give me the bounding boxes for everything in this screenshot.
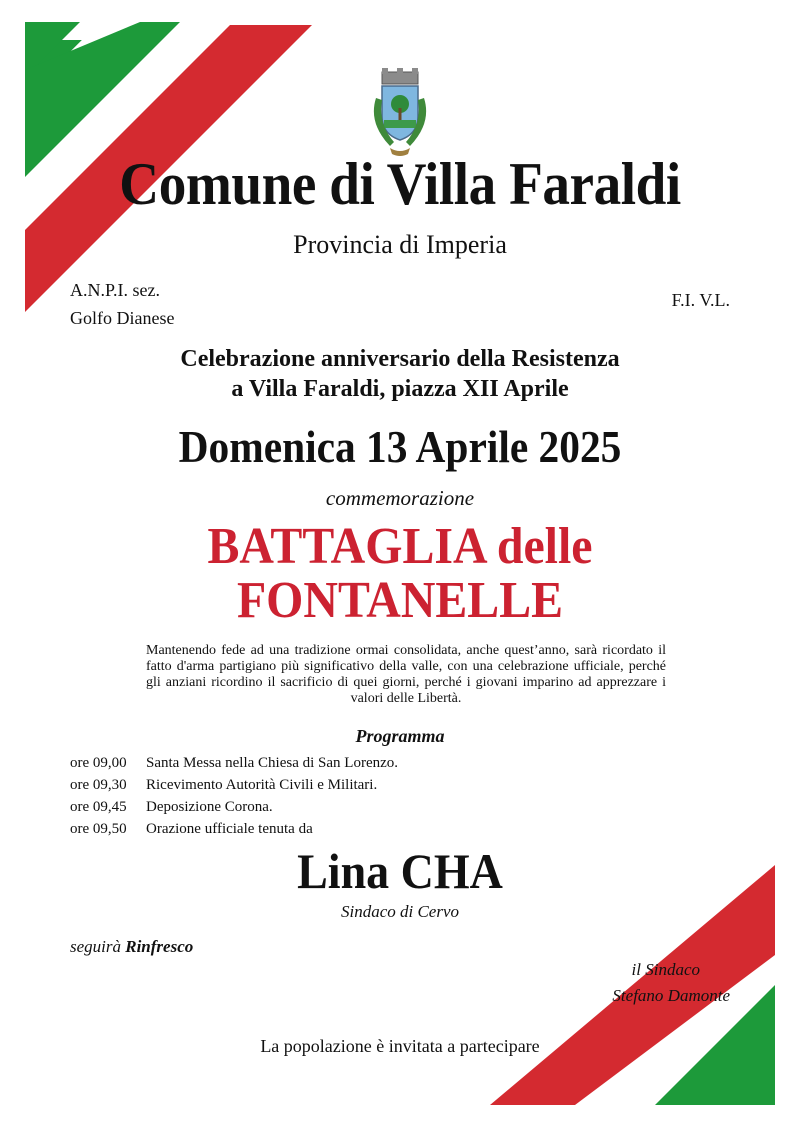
- program-title: Programma: [355, 726, 445, 746]
- intro-paragraph: Mantenendo fede ad una tradizione ormai consolidata, anche quest’anno, sarà ricordato il fatto d'arma partigiano più significativo della valle, con una celebrazione ufficiale, perché gli anziani ricordino il sacrificio di quei giorni, perché i giovani imparino ad apprezzare i valori delle Libertà.: [146, 643, 666, 706]
- left-organization: [70, 276, 174, 332]
- schedule-text: Ricevimento Autorità Civili e Militari.: [146, 776, 378, 793]
- schedule-row: [70, 774, 398, 796]
- left-org-line2: Golfo Dianese: [70, 308, 175, 328]
- schedule-time: ore 09,50: [70, 820, 127, 837]
- right-organization: F.I. V.L.: [671, 290, 730, 310]
- celebration-heading: [0, 344, 800, 404]
- schedule-text: Santa Messa nella Chiesa di San Lorenzo.: [146, 754, 399, 771]
- celebration-line2: a Villa Faraldi, piazza XII Aprile: [231, 376, 569, 402]
- footer-invitation: La popolazione è invitata a partecipare: [260, 1036, 540, 1056]
- schedule-time: ore 09,45: [70, 798, 127, 815]
- mayor-title: il Sindaco: [631, 960, 700, 979]
- schedule-row: [70, 796, 398, 818]
- program-schedule: [70, 752, 398, 840]
- celebration-line1: Celebrazione anniversario della Resistenza: [180, 346, 620, 372]
- mayor-name: Stefano Damonte: [612, 986, 730, 1005]
- event-date: Domenica 13 Aprile 2025: [178, 421, 622, 472]
- left-org-line1: A.N.P.I. sez.: [70, 280, 160, 300]
- schedule-time: ore 09,00: [70, 754, 127, 771]
- schedule-text: Deposizione Corona.: [146, 798, 273, 815]
- refreshment-word: Rinfresco: [125, 937, 194, 956]
- schedule-text: Orazione ufficiale tenuta da: [146, 820, 313, 837]
- battle-title-line2: FONTANELLE: [236, 572, 564, 629]
- page-title: Comune di Villa Faraldi: [119, 151, 681, 217]
- schedule-row: [70, 752, 398, 774]
- province-subtitle: Provincia di Imperia: [293, 230, 507, 259]
- schedule-time: ore 09,30: [70, 776, 127, 793]
- battle-title: [32, 520, 768, 628]
- refreshment-prefix: seguirà: [70, 937, 121, 956]
- speaker-role: Sindaco di Cervo: [340, 902, 460, 921]
- refreshment-note: [70, 937, 193, 957]
- schedule-row: [70, 818, 398, 840]
- commemoration-label: commemorazione: [325, 486, 475, 510]
- municipal-crest-icon: [360, 68, 440, 160]
- battle-title-line1: BATTAGLIA delle: [207, 518, 593, 575]
- speaker-name: Lina CHA: [297, 843, 503, 899]
